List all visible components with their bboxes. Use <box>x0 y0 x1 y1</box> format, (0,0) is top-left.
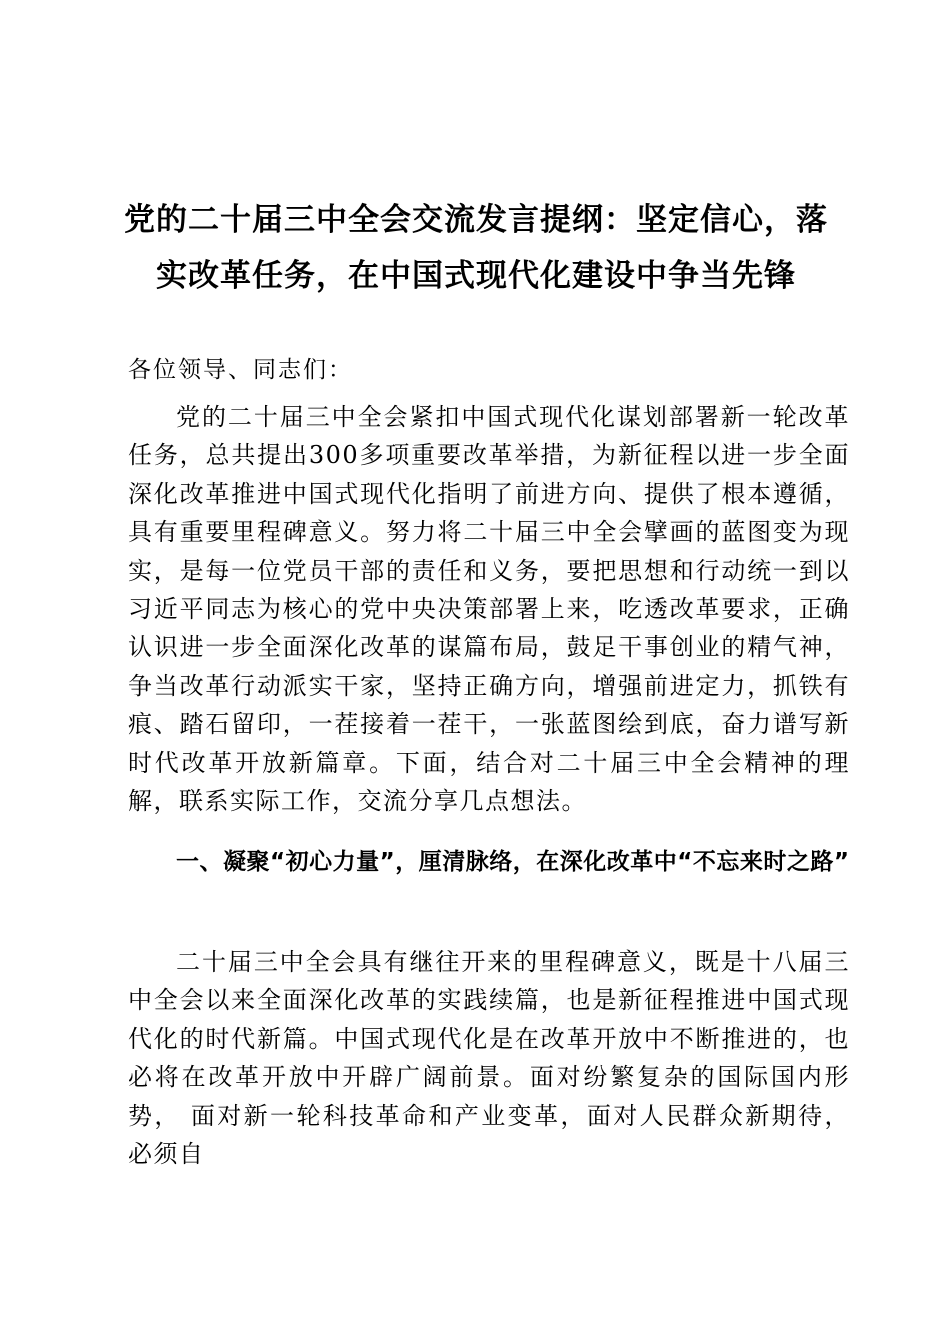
body-paragraph-1: 党的二十届三中全会紧扣中国式现代化谋划部署新一轮改革任务，总共提出300多项重要改革举措，为新征程以进一步全面深化改革推进中国式现代化指明了前进方向、提供了根本遵循，具有重要里程碑意义。努力将二十届三中全会擘画的蓝图变为现实，是每一位党员干部的责任和义务，要把思想和行动统一到以习近平同志为核心的党中央决策部署上来，吃透改革要求，正确认识进一步全面深化改革的谋篇布局，鼓足干事创业的精气神，争当改革行动派实干家，坚持正确方向，增强前进定力，抓铁有痕、踏石留印，一茬接着一茬干，一张蓝图绘到底，奋力谱写新时代改革开放新篇章。下面，结合对二十届三中全会精神的理解，联系实际工作，交流分享几点想法。 <box>128 403 850 816</box>
salutation: 各位领导、同志们： <box>128 357 353 383</box>
body-paragraph-2: 二十届三中全会具有继往开来的里程碑意义，既是十八届三中全会以来全面深化改革的实践续篇，也是新征程推进中国式现代化的时代新篇。中国式现代化是在改革开放中不断推进的，也必将在改革开放中开辟广阔前景。面对纷繁复杂的国际国内形势， 面对新一轮科技革命和产业变革，面对人民群众新期待，必须自 <box>128 948 850 1169</box>
section-heading-1: 一、凝聚“初心力量”，厘清脉络，在深化改革中“不忘来时之路” <box>176 849 850 875</box>
document-title: 党的二十届三中全会交流发言提纲：坚定信心，落实改革任务，在中国式现代化建设中争当先锋 <box>124 202 828 294</box>
